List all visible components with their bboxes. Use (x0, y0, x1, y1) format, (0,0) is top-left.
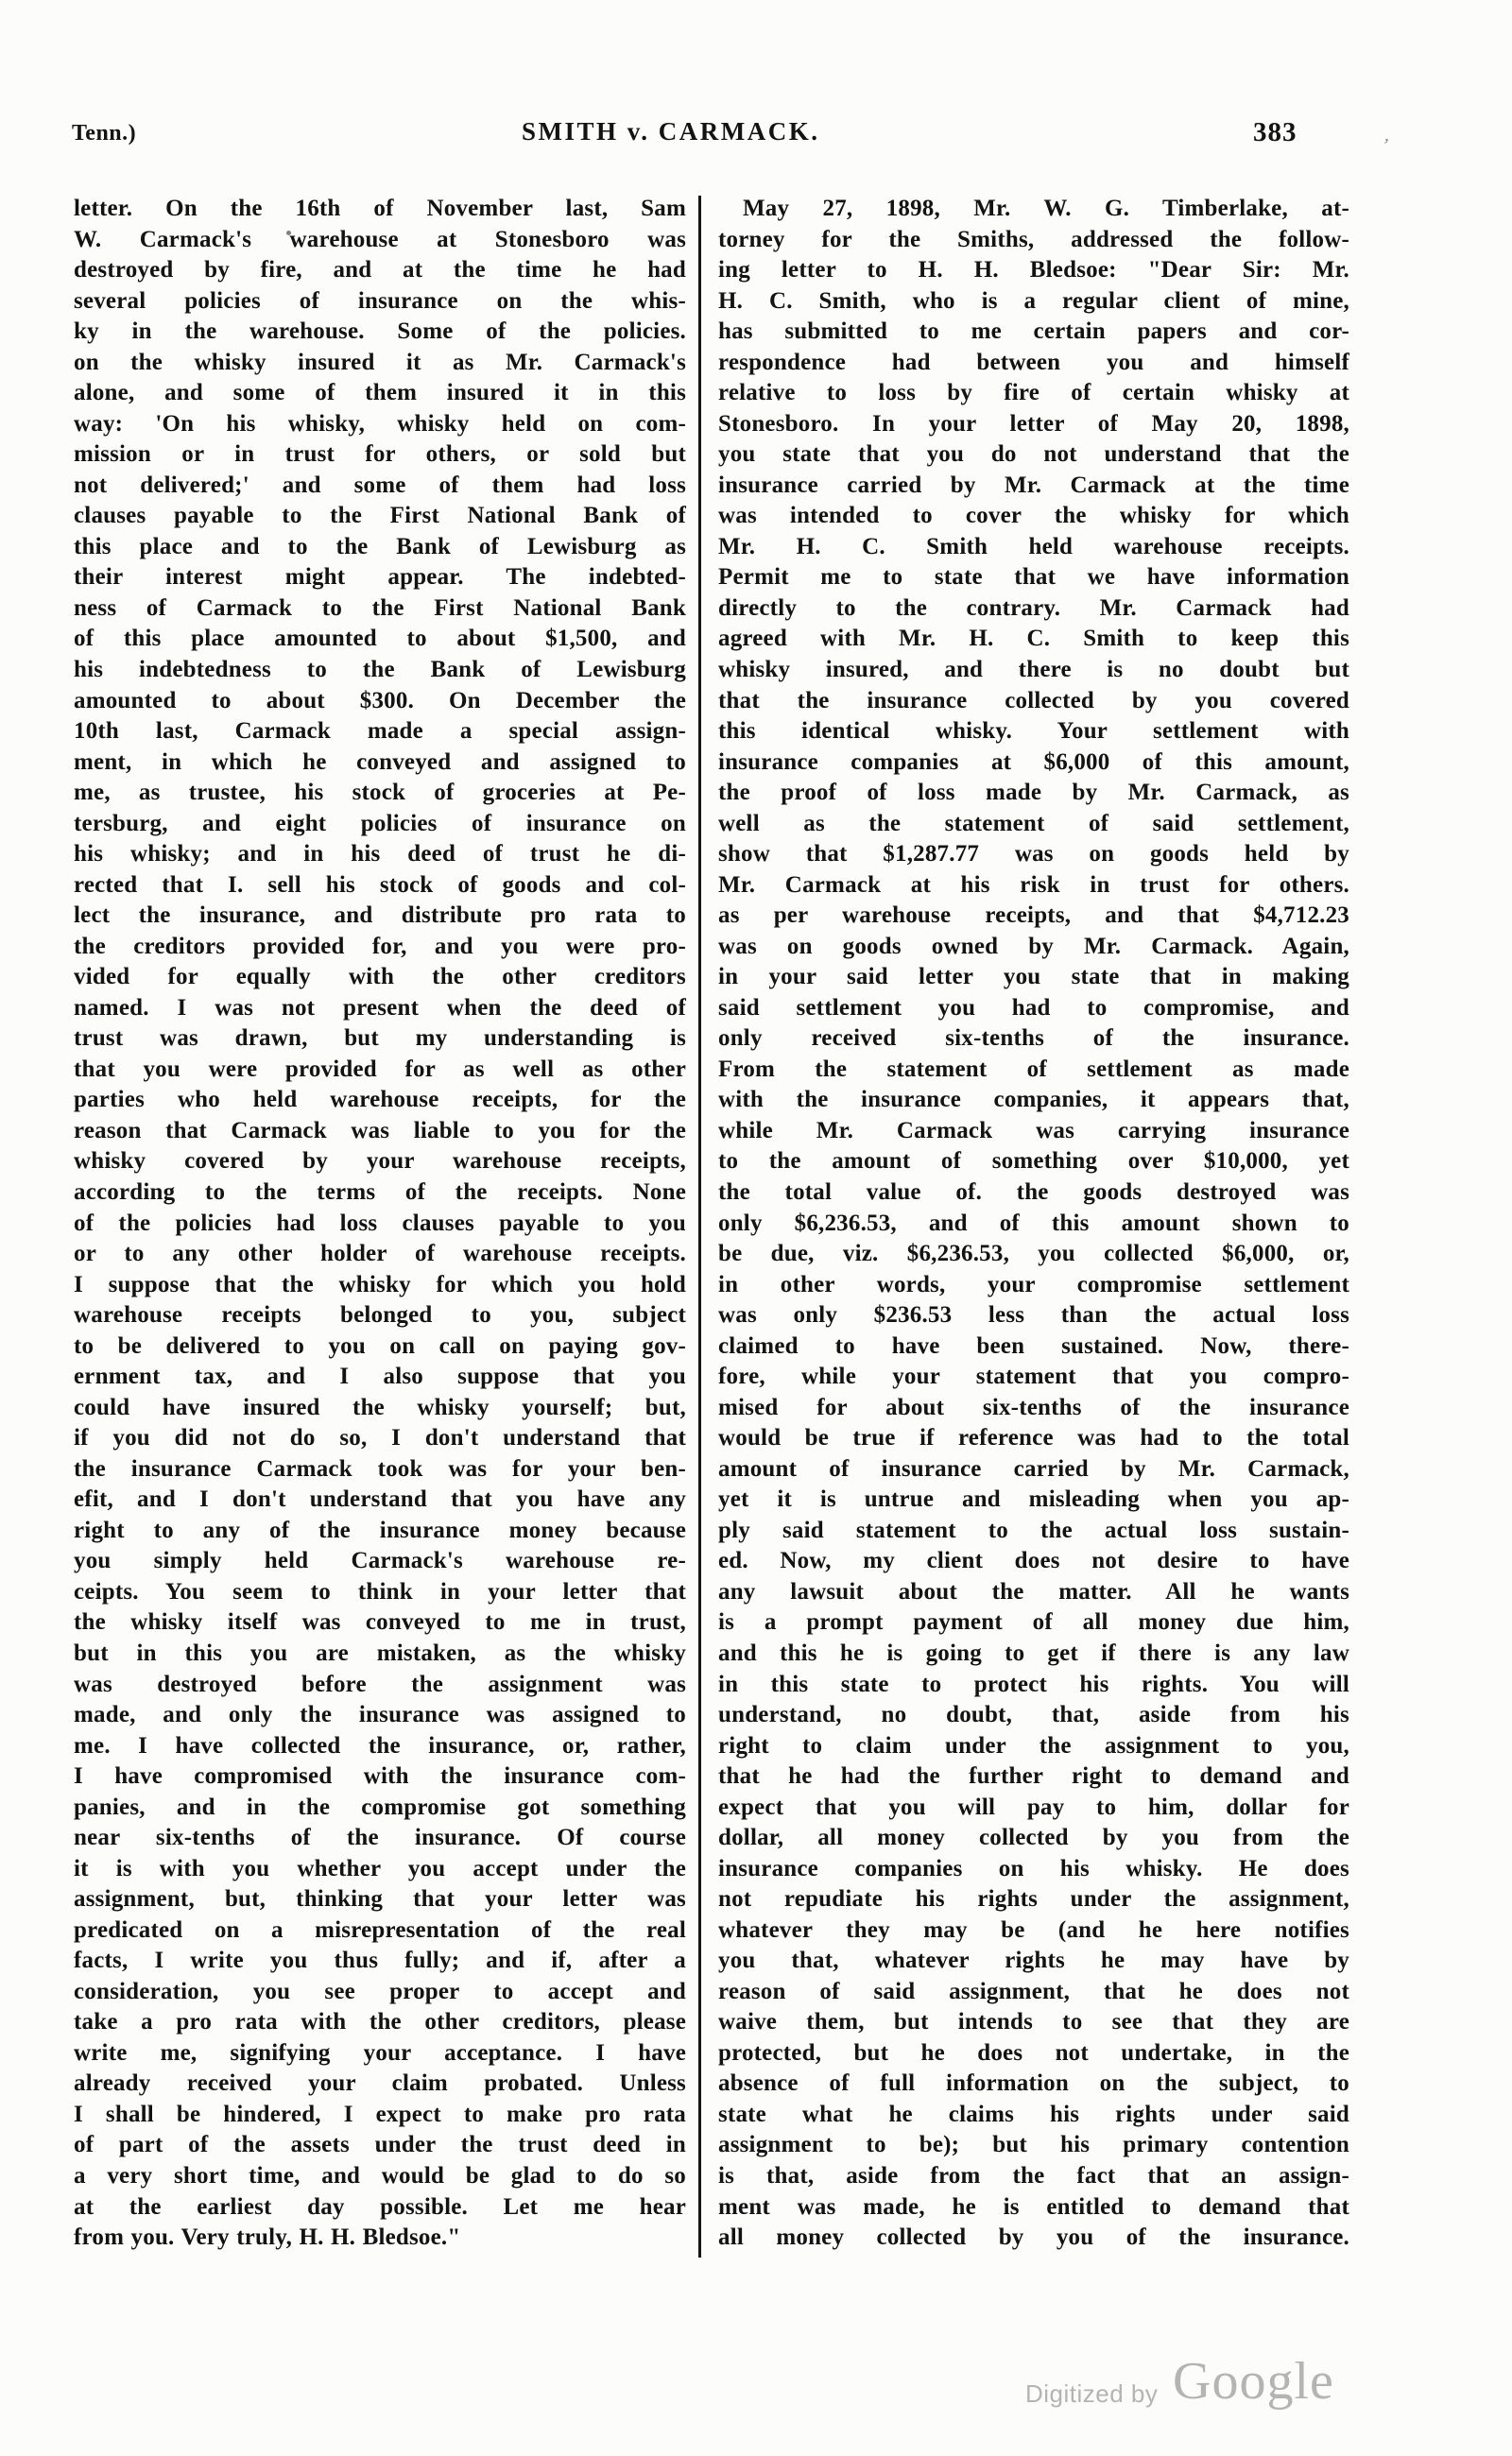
text-line: vided for equally with the other creditors (74, 964, 686, 990)
column-divider-rule (698, 196, 701, 2258)
text-line: could have insured the whisky yourself; but, (74, 1394, 686, 1420)
left-text-column (74, 194, 686, 2254)
text-line: take a pro rata with the other creditors, please (74, 2009, 686, 2035)
text-line: ed. Now, my client does not desire to have (718, 1548, 1349, 1574)
text-line: May 27, 1898, Mr. W. G. Timberlake, at- (743, 196, 1349, 221)
text-line: insurance companies on his whisky. He does (718, 1855, 1349, 1881)
text-line: would be true if reference was had to the total (718, 1425, 1349, 1451)
text-line: respondence had between you and himself (718, 349, 1349, 375)
text-line: tersburg, and eight policies of insurance on (74, 810, 686, 836)
text-line: in this state to protect his rights. You will (718, 1671, 1349, 1697)
text-line: reason that Carmack was liable to you for the (74, 1117, 686, 1143)
text-line: whisky covered by your warehouse receipts, (74, 1148, 686, 1175)
text-line: panies, and in the compromise got something (74, 1794, 686, 1820)
text-line: dollar, all money collected by you from the (718, 1825, 1349, 1851)
text-line: alone, and some of them insured it in this (74, 380, 686, 406)
text-line: efit, and I don't understand that you have any (74, 1486, 686, 1513)
text-line: ernment tax, and I also suppose that you (74, 1364, 686, 1390)
text-line: is that, aside from the fact that an assign- (718, 2163, 1349, 2189)
text-line: mission or in trust for others, or sold but (74, 441, 686, 468)
text-line: but in this you are mistaken, as the whisky (74, 1640, 686, 1666)
text-line: I suppose that the whisky for which you hold (74, 1271, 686, 1297)
text-line: his indebtedness to the Bank of Lewisburg (74, 656, 686, 682)
text-line: From the statement of settlement as made (718, 1056, 1349, 1082)
text-line: I have compromised with the insurance com- (74, 1763, 686, 1790)
text-line: to the amount of something over $10,000, yet (718, 1148, 1349, 1175)
text-line: Stonesboro. In your letter of May 20, 1898, (718, 410, 1349, 437)
text-line: destroyed by fire, and at the time he had (74, 257, 686, 283)
text-line: of this place amounted to about $1,500, and (74, 626, 686, 652)
reporter-region-label: Tenn.) (72, 121, 137, 146)
text-line: 10th last, Carmack made a special assign- (74, 718, 686, 745)
text-line: be due, viz. $6,236.53, you collected $6,000, or, (718, 1241, 1349, 1267)
text-line: it is with you whether you accept under the (74, 1855, 686, 1881)
text-line: was intended to cover the whisky for which (718, 503, 1349, 529)
text-line: ky in the warehouse. Some of the policies. (74, 318, 686, 345)
text-line: not delivered;' and some of them had loss (74, 472, 686, 498)
text-line: you state that you do not understand that the (718, 441, 1349, 468)
watermark-prefix-text: Digitized by (1025, 2379, 1159, 2408)
text-line: write me, signifying your acceptance. I have (74, 2039, 686, 2066)
text-line: in other words, your compromise settlement (718, 1271, 1349, 1297)
text-line: that you were provided for as well as other (74, 1056, 686, 1082)
text-line: has submitted to me certain papers and cor- (718, 318, 1349, 345)
text-line: me, as trustee, his stock of groceries at Pe- (74, 780, 686, 806)
text-line: made, and only the insurance was assigned to (74, 1702, 686, 1728)
text-line: right to any of the insurance money because (74, 1517, 686, 1543)
text-line: you simply held Carmack's warehouse re- (74, 1548, 686, 1574)
text-line: predicated on a misrepresentation of the real (74, 1916, 686, 1943)
text-line: warehouse receipts belonged to you, subject (74, 1302, 686, 1329)
text-line: whatever they may be (and he here notifies (718, 1916, 1349, 1943)
text-line: any lawsuit about the matter. All he wants (718, 1578, 1349, 1605)
text-line: show that $1,287.77 was on goods held by (718, 841, 1349, 867)
text-line: was only $236.53 less than the actual loss (718, 1302, 1349, 1329)
text-line: the proof of loss made by Mr. Carmack, as (718, 780, 1349, 806)
text-line: that the insurance collected by you covered (718, 687, 1349, 713)
text-line: of part of the assets under the trust deed in (74, 2132, 686, 2158)
text-line: the creditors provided for, and you were pro- (74, 933, 686, 959)
text-line: assignment to be); but his primary contention (718, 2132, 1349, 2158)
text-line: if you did not do so, I don't understand that (74, 1425, 686, 1451)
scan-artifact-mark: , (1383, 124, 1393, 146)
text-line: directly to the contrary. Mr. Carmack had (718, 594, 1349, 621)
text-line: amount of insurance carried by Mr. Carmack, (718, 1455, 1349, 1482)
text-line: ing letter to H. H. Bledsoe: "Dear Sir: Mr. (718, 257, 1349, 283)
text-line: ness of Carmack to the First National Bank (74, 594, 686, 621)
text-line: fore, while your statement that you compro- (718, 1364, 1349, 1390)
text-line: already received your claim probated. Unless (74, 2070, 686, 2097)
text-line: not repudiate his rights under the assignment, (718, 1886, 1349, 1913)
text-line: the insurance Carmack took was for your ben- (74, 1455, 686, 1482)
text-line: Permit me to state that we have information (718, 564, 1349, 591)
text-line: H. C. Smith, who is a regular client of mine, (718, 287, 1349, 314)
text-line: that he had the further right to demand and (718, 1763, 1349, 1790)
text-line: insurance companies at $6,000 of this amount, (718, 748, 1349, 775)
text-line: was destroyed before the assignment was (74, 1671, 686, 1697)
text-line: rected that I. sell his stock of goods and col- (74, 871, 686, 898)
text-line: well as the statement of said settlement, (718, 810, 1349, 836)
text-line: as per warehouse receipts, and that $4,712.23 (718, 902, 1349, 929)
text-line: the whisky itself was conveyed to me in trust, (74, 1609, 686, 1636)
text-line: way: 'On his whisky, whisky held on com- (74, 410, 686, 437)
text-line: relative to loss by fire of certain whisky at (718, 380, 1349, 406)
right-text-column (718, 194, 1349, 2254)
text-line: near six-tenths of the insurance. Of course (74, 1825, 686, 1851)
text-line: and this he is going to get if there is any law (718, 1640, 1349, 1666)
text-line: ment, in which he conveyed and assigned to (74, 748, 686, 775)
text-line: their interest might appear. The indebted- (74, 564, 686, 591)
text-line: letter. On the 16th of November last, Sam (74, 196, 686, 221)
text-line: this place and to the Bank of Lewisburg as (74, 533, 686, 559)
page-number: 383 (1253, 117, 1297, 147)
text-line: ceipts. You seem to think in your letter that (74, 1578, 686, 1605)
text-line: understand, no doubt, that, aside from his (718, 1702, 1349, 1728)
text-line: torney for the Smiths, addressed the follow- (718, 226, 1349, 252)
text-line: insurance carried by Mr. Carmack at the time (718, 472, 1349, 498)
text-line: said settlement you had to compromise, and (718, 994, 1349, 1021)
text-line: lect the insurance, and distribute pro rata to (74, 902, 686, 929)
digitization-watermark (1025, 2352, 1366, 2430)
text-line: clauses payable to the First National Bank of (74, 503, 686, 529)
text-line: claimed to have been sustained. Now, there- (718, 1332, 1349, 1359)
text-line: amounted to about $300. On December the (74, 687, 686, 713)
text-line: parties who held warehouse receipts, for the (74, 1087, 686, 1113)
text-line: I shall be hindered, I expect to make pro rata (74, 2101, 686, 2127)
text-line: right to claim under the assignment to you, (718, 1732, 1349, 1759)
text-line: Mr. H. C. Smith held warehouse receipts. (718, 533, 1349, 559)
text-line: named. I was not present when the deed of (74, 994, 686, 1021)
text-line: agreed with Mr. H. C. Smith to keep this (718, 626, 1349, 652)
text-line: mised for about six-tenths of the insurance (718, 1394, 1349, 1420)
text-line: or to any other holder of warehouse receipts. (74, 1241, 686, 1267)
case-title: SMITH v. CARMACK. (522, 117, 820, 146)
text-line: assignment, but, thinking that your letter was (74, 1886, 686, 1913)
text-line: from you. Very truly, H. H. Bledsoe." (74, 2224, 461, 2251)
text-line: on the whisky insured it as Mr. Carmack's (74, 349, 686, 375)
text-line: several policies of insurance on the whis- (74, 287, 686, 314)
text-line: you that, whatever rights he may have by (718, 1948, 1349, 1974)
text-line: waive them, but intends to see that they are (718, 2009, 1349, 2035)
text-line: a very short time, and would be glad to do so (74, 2163, 686, 2189)
text-line: trust was drawn, but my understanding is (74, 1025, 686, 1052)
text-line: me. I have collected the insurance, or, rather, (74, 1732, 686, 1759)
text-line: all money collected by you of the insurance. (718, 2224, 1349, 2251)
text-line: absence of full information on the subject, to (718, 2070, 1349, 2097)
text-line: protected, but he does not undertake, in the (718, 2039, 1349, 2066)
text-line: ment was made, he is entitled to demand that (718, 2193, 1349, 2220)
text-line: at the earliest day possible. Let me hear (74, 2193, 686, 2220)
text-line: the total value of. the goods destroyed was (718, 1179, 1349, 1205)
text-line: state what he claims his rights under said (718, 2101, 1349, 2127)
text-line: reason of said assignment, that he does not (718, 1978, 1349, 2004)
google-logo: Google (1173, 2352, 1334, 2411)
text-line: in your said letter you state that in making (718, 964, 1349, 990)
text-line: yet it is untrue and misleading when you ap- (718, 1486, 1349, 1513)
text-line: to be delivered to you on call on paying gov- (74, 1332, 686, 1359)
text-line: of the policies had loss clauses payable to you (74, 1210, 686, 1236)
text-line: only $6,236.53, and of this amount shown to (718, 1210, 1349, 1236)
text-line: W. Carmack's warehouse at Stonesboro was (74, 226, 686, 252)
text-line: expect that you will pay to him, dollar for (718, 1794, 1349, 1820)
text-line: while Mr. Carmack was carrying insurance (718, 1117, 1349, 1143)
text-line: with the insurance companies, it appears that, (718, 1087, 1349, 1113)
text-line: only received six-tenths of the insurance. (718, 1025, 1349, 1052)
text-line: whisky insured, and there is no doubt but (718, 656, 1349, 682)
text-line: this identical whisky. Your settlement with (718, 718, 1349, 745)
text-line: according to the terms of the receipts. None (74, 1179, 686, 1205)
text-line: Mr. Carmack at his risk in trust for others. (718, 871, 1349, 898)
text-line: consideration, you see proper to accept and (74, 1978, 686, 2004)
text-line: is a prompt payment of all money due him, (718, 1609, 1349, 1636)
page-header (0, 0, 1512, 189)
text-line: his whisky; and in his deed of trust he di- (74, 841, 686, 867)
text-line: ply said statement to the actual loss sustain- (718, 1517, 1349, 1543)
text-line: was on goods owned by Mr. Carmack. Again, (718, 933, 1349, 959)
text-line: facts, I write you thus fully; and if, after a (74, 1948, 686, 1974)
